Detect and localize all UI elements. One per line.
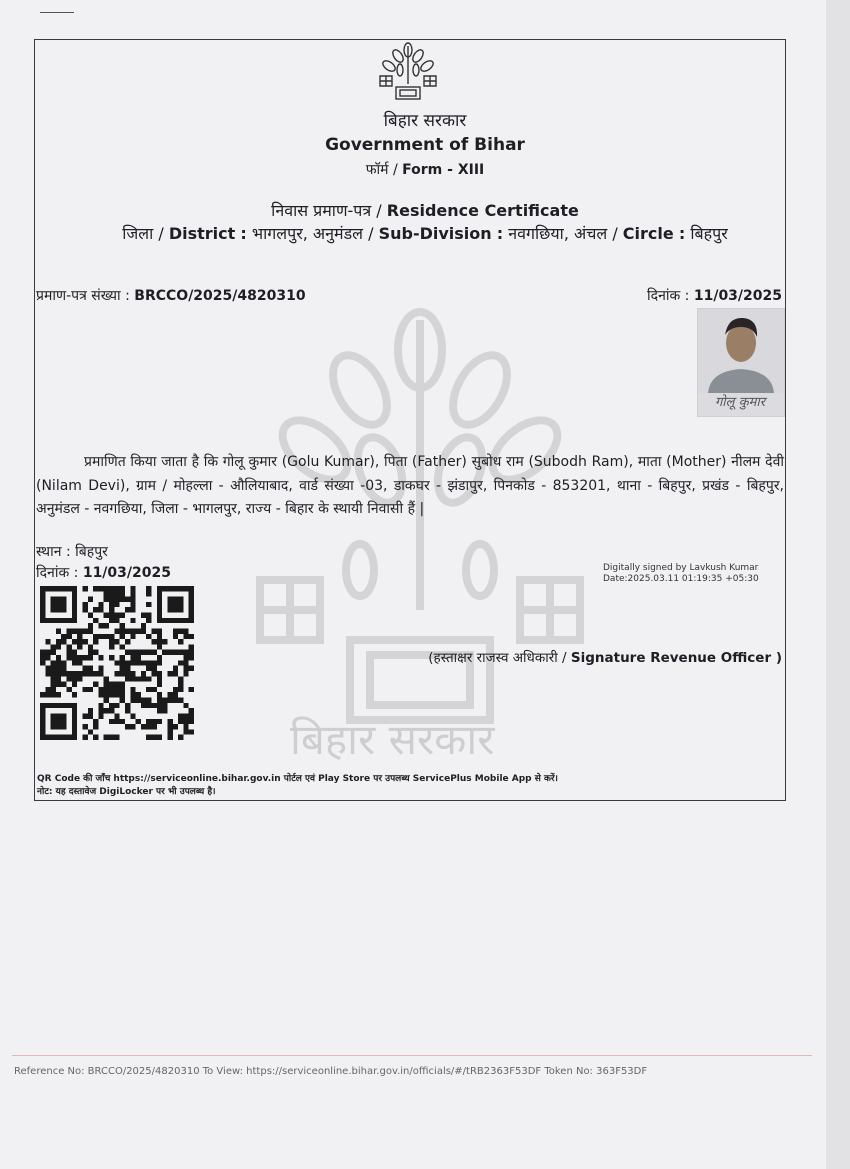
digilocker-note: नोट: यह दस्तावेज DigiLocker पर भी उपलब्ध है। (37, 787, 216, 797)
issue-place (36, 542, 108, 561)
issue-date-value: 11/03/2025 (82, 565, 171, 581)
certificate-body-text: प्रमाणित किया जाता है कि गोलू कुमार (Golu Kumar), पिता (Father) सुबोध राम (Subodh Ram), माता (Mother) नीलम देवी (Nilam Devi), ग्राम / मोहल्ला - औलियाबाद, वार्ड संख्या -03, डाकघर - झंडापुर, पिनकोड - 853201, थाना - बिहपुर, प्रखंड - बिहपुर, अनुमंडल - नवगछिया, जिला - भागलपुर, राज्य - बिहार के स्थायी निवासी हैं | (36, 454, 784, 517)
issue-date-label: दिनांक : (36, 565, 79, 581)
form-label-hindi: फॉर्म (365, 162, 389, 178)
jurisdiction-line: जिला / District : भागलपुर, अनुमंडल / Sub-Division : नवगछिया, अंचल / Circle : बिहपुर (122, 224, 728, 243)
bodhi-tree-emblem-icon (372, 40, 444, 104)
government-name-hindi: बिहार सरकार (383, 111, 467, 131)
signatory-designation (380, 648, 782, 666)
person-icon (698, 309, 784, 393)
district-label-english: District (168, 224, 236, 243)
issue-date (36, 563, 171, 582)
certificate-number (36, 286, 306, 305)
qr-verification-note: QR Code की जाँच https://serviceonline.bihar.gov.in पोर्टल एवं Play Store पर उपलब्ध ServicePlus Mobile App से करें। (37, 774, 558, 784)
issue-place-value: बिहपुर (75, 544, 108, 560)
scan-mark (40, 12, 74, 13)
circle-label-hindi: अंचल (574, 224, 608, 243)
certificate-date-value: 11/03/2025 (693, 288, 782, 304)
district-value: भागलपुर (251, 224, 303, 243)
digital-signature-date: Date:2025.03.11 01:19:35 +05:30 (603, 574, 759, 584)
qr-code-icon (40, 586, 194, 740)
circle-value: बिहपुर (690, 224, 728, 243)
title-hindi: निवास प्रमाण-पत्र (271, 201, 372, 220)
title-english: Residence Certificate (386, 201, 579, 220)
form-label-english: Form - XIII (402, 162, 485, 178)
circle-label-english: Circle (622, 224, 674, 243)
government-name-english: Government of Bihar (325, 135, 525, 155)
watermark-emblem-icon (240, 280, 600, 780)
footer-reference: Reference No: BRCCO/2025/4820310 To View: https://serviceonline.bihar.gov.in/officials/#/tRB2363F53DF Token No: 363F53DF (14, 1066, 648, 1076)
certificate-number-value: BRCCO/2025/4820310 (134, 288, 306, 304)
watermark-text: बिहार सरकार (290, 715, 495, 764)
district-label-hindi: जिला (122, 224, 154, 243)
form-number: फॉर्म / Form - XIII (365, 162, 485, 178)
subdivision-label-hindi: अनुमंडल (312, 224, 364, 243)
certificate-title: निवास प्रमाण-पत्र / Residence Certificate (271, 201, 579, 220)
issue-place-label: स्थान : (36, 544, 71, 560)
certificate-number-label: प्रमाण-पत्र संख्या : (36, 288, 130, 304)
signatory-english: Signature Revenue Officer ) (570, 650, 782, 666)
certificate-date-label: दिनांक : (647, 288, 690, 304)
footer-divider (12, 1055, 812, 1056)
certificate-date (560, 286, 782, 305)
digital-signature-name: Digitally signed by Lavkush Kumar (603, 563, 759, 573)
subdivision-value: नवगछिया (508, 224, 564, 243)
applicant-signature: गोलू कुमार (714, 395, 766, 410)
subdivision-label-english: Sub-Division (378, 224, 492, 243)
signatory-hindi: (हस्ताक्षर राजस्व अधिकारी / (428, 650, 567, 666)
